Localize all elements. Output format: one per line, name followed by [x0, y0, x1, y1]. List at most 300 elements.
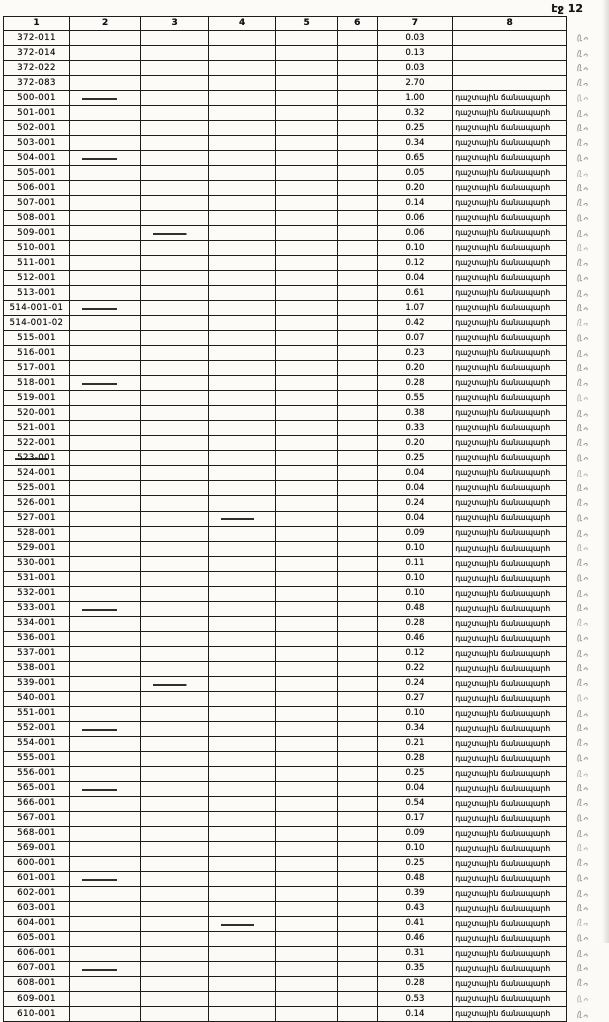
- empty-cell: [141, 511, 209, 526]
- empty-cell: [337, 586, 377, 601]
- empty-cell: [141, 721, 209, 736]
- table-row: [4, 526, 609, 541]
- empty-cell: [276, 992, 338, 1007]
- parcel-code-cell: 538-001: [4, 661, 70, 676]
- empty-cell: [276, 571, 338, 586]
- table-row: [4, 961, 609, 976]
- empty-cell: [337, 61, 377, 76]
- parcel-code-cell: 603-001: [4, 901, 70, 916]
- empty-cell: [276, 106, 338, 121]
- empty-cell: [208, 826, 276, 841]
- empty-cell: [208, 766, 276, 781]
- parcel-code-cell: 506-001: [4, 181, 70, 196]
- margin-mark: [575, 166, 591, 180]
- area-value-cell: 0.24: [377, 496, 453, 511]
- parcel-code-cell: 521-001: [4, 421, 70, 436]
- land-type-cell: դաշտային ճանապարհ: [453, 631, 567, 646]
- empty-cell: [276, 946, 338, 961]
- empty-cell: [208, 466, 276, 481]
- empty-cell: [337, 76, 377, 91]
- empty-cell: [69, 226, 140, 241]
- empty-cell: [69, 46, 140, 61]
- parcel-data-table: [3, 16, 609, 1022]
- empty-cell: [69, 256, 140, 271]
- area-value-cell: 0.10: [377, 586, 453, 601]
- land-type-cell: դաշտային ճանապարհ: [453, 571, 567, 586]
- empty-cell: [208, 331, 276, 346]
- table-row: [4, 166, 609, 181]
- land-type-cell: դաշտային ճանապարհ: [453, 211, 567, 226]
- empty-cell: [208, 61, 276, 76]
- land-type-cell: դաշտային ճանապարհ: [453, 496, 567, 511]
- land-type-cell: դաշտային ճանապարհ: [453, 421, 567, 436]
- empty-cell: [69, 346, 140, 361]
- table-row: [4, 992, 609, 1007]
- parcel-code-cell: 510-001: [4, 241, 70, 256]
- margin-mark: [574, 316, 591, 331]
- land-type-cell: դաշտային ճանապարհ: [453, 331, 567, 346]
- empty-cell: [337, 421, 377, 436]
- table-row: [4, 796, 609, 811]
- area-value-cell: 0.48: [377, 601, 453, 616]
- margin-mark: [574, 856, 591, 871]
- empty-cell: [337, 946, 377, 961]
- parcel-code-cell: 518-001: [4, 376, 70, 391]
- table-row: [4, 481, 609, 496]
- empty-cell: [69, 526, 140, 541]
- land-type-cell: դաշտային ճանապարհ: [453, 721, 567, 736]
- empty-cell: [69, 631, 140, 646]
- area-value-cell: 0.46: [377, 631, 453, 646]
- parcel-code-cell: 530-001: [4, 556, 70, 571]
- empty-cell: [141, 601, 209, 616]
- empty-cell: [337, 241, 377, 256]
- table-row: [4, 436, 609, 451]
- empty-cell: [141, 931, 209, 946]
- land-type-cell: դաշտային ճանապարհ: [453, 286, 567, 301]
- empty-cell: [208, 316, 276, 331]
- land-type-cell: դաշտային ճանապարհ: [453, 151, 567, 166]
- area-value-cell: 0.28: [377, 976, 453, 991]
- empty-cell: [276, 766, 338, 781]
- empty-cell: [208, 136, 276, 151]
- empty-cell: [276, 376, 338, 391]
- margin-mark: [575, 961, 590, 976]
- empty-cell: [337, 1007, 377, 1022]
- parcel-code-cell: 534-001: [4, 616, 70, 631]
- parcel-code-cell: 509-001: [4, 226, 70, 241]
- empty-cell: [276, 451, 338, 466]
- land-type-cell: դաշտային ճանապարհ: [453, 992, 567, 1007]
- empty-cell: [69, 946, 140, 961]
- area-value-cell: 0.31: [377, 946, 453, 961]
- table-row: [4, 1007, 609, 1022]
- empty-cell: [69, 586, 140, 601]
- empty-cell: [141, 871, 209, 886]
- parcel-code-cell: 503-001: [4, 136, 70, 151]
- table-row: [4, 496, 609, 511]
- empty-cell: [337, 766, 377, 781]
- empty-cell: [337, 886, 377, 901]
- column-header: 5: [276, 17, 338, 31]
- empty-cell: [69, 91, 140, 106]
- land-type-cell: դաշտային ճանապարհ: [453, 196, 567, 211]
- empty-cell: [276, 826, 338, 841]
- margin-mark: [574, 631, 590, 646]
- empty-cell: [276, 631, 338, 646]
- land-type-cell: դաշտային ճանապարհ: [453, 346, 567, 361]
- empty-cell: [69, 211, 140, 226]
- area-value-cell: 0.25: [377, 856, 453, 871]
- empty-cell: [141, 346, 209, 361]
- land-type-cell: դաշտային ճանապարհ: [453, 616, 567, 631]
- empty-cell: [337, 376, 377, 391]
- area-value-cell: 0.43: [377, 901, 453, 916]
- parcel-code-cell: 556-001: [4, 766, 70, 781]
- land-type-cell: դաշտային ճանապարհ: [453, 511, 567, 526]
- area-value-cell: 0.17: [377, 811, 453, 826]
- area-value-cell: 0.55: [377, 391, 453, 406]
- empty-cell: [337, 256, 377, 271]
- margin-mark: [574, 256, 591, 271]
- empty-cell: [208, 646, 276, 661]
- empty-cell: [337, 46, 377, 61]
- empty-cell: [276, 76, 338, 91]
- empty-cell: [141, 976, 209, 991]
- area-value-cell: 0.54: [377, 796, 453, 811]
- empty-cell: [141, 31, 209, 46]
- empty-cell: [276, 751, 338, 766]
- empty-cell: [208, 796, 276, 811]
- empty-cell: [141, 361, 209, 376]
- land-type-cell: դաշտային ճանապարհ: [453, 556, 567, 571]
- table-row: [4, 406, 609, 421]
- empty-cell: [276, 811, 338, 826]
- empty-cell: [141, 181, 209, 196]
- empty-cell: [69, 481, 140, 496]
- parcel-code-cell: 511-001: [4, 256, 70, 271]
- empty-cell: [69, 331, 140, 346]
- margin-mark: [575, 421, 590, 436]
- table-row: [4, 196, 609, 211]
- empty-cell: [208, 961, 276, 976]
- area-value-cell: 0.20: [377, 436, 453, 451]
- area-value-cell: 0.23: [377, 346, 453, 361]
- margin-mark: [575, 121, 590, 136]
- empty-cell: [69, 61, 140, 76]
- margin-mark: [575, 541, 590, 556]
- empty-cell: [141, 946, 209, 961]
- empty-cell: [69, 856, 140, 871]
- empty-cell: [69, 286, 140, 301]
- empty-cell: [69, 691, 140, 706]
- land-type-cell: դաշտային ճանապարհ: [453, 451, 567, 466]
- margin-mark: [575, 887, 591, 901]
- empty-cell: [276, 271, 338, 286]
- area-value-cell: 0.20: [377, 361, 453, 376]
- parcel-code-cell: 539-001: [4, 676, 70, 691]
- area-value-cell: 0.04: [377, 466, 453, 481]
- empty-cell: [337, 451, 377, 466]
- parcel-code-cell: 512-001: [4, 271, 70, 286]
- margin-mark: [574, 796, 591, 811]
- empty-cell: [208, 736, 276, 751]
- empty-cell: [337, 856, 377, 871]
- empty-cell: [141, 271, 209, 286]
- empty-cell: [337, 901, 377, 916]
- area-value-cell: 0.09: [377, 826, 453, 841]
- empty-cell: [208, 946, 276, 961]
- empty-cell: [276, 931, 338, 946]
- land-type-cell: դաշտային ճանապարհ: [453, 241, 567, 256]
- table-row: [4, 106, 609, 121]
- table-row: [4, 556, 609, 571]
- parcel-code-cell: 529-001: [4, 541, 70, 556]
- margin-mark: [574, 196, 591, 211]
- empty-cell: [276, 526, 338, 541]
- table-row: [4, 271, 609, 286]
- land-type-cell: դաշտային ճանապարհ: [453, 121, 567, 136]
- empty-cell: [141, 781, 209, 796]
- table-row: [4, 331, 609, 346]
- margin-mark-cell: [567, 1007, 609, 1022]
- empty-cell: [276, 841, 338, 856]
- table-row: [4, 901, 609, 916]
- empty-cell: [276, 151, 338, 166]
- empty-cell: [276, 601, 338, 616]
- empty-cell: [337, 136, 377, 151]
- land-type-cell: դաշտային ճանապարհ: [453, 136, 567, 151]
- land-type-cell: դաշտային ճանապարհ: [453, 256, 567, 271]
- margin-mark: [574, 331, 590, 346]
- empty-cell: [276, 121, 338, 136]
- area-value-cell: 0.48: [377, 871, 453, 886]
- empty-cell: [69, 706, 140, 721]
- parcel-code-cell: 537-001: [4, 646, 70, 661]
- table-row: [4, 616, 609, 631]
- table-row: [4, 811, 609, 826]
- parcel-code-cell: 517-001: [4, 361, 70, 376]
- empty-cell: [208, 451, 276, 466]
- parcel-code-cell: 536-001: [4, 631, 70, 646]
- empty-cell: [141, 526, 209, 541]
- empty-cell: [69, 316, 140, 331]
- parcel-code-cell: 609-001: [4, 992, 70, 1007]
- parcel-code-cell: 504-001: [4, 151, 70, 166]
- empty-cell: [141, 196, 209, 211]
- area-value-cell: 0.03: [377, 61, 453, 76]
- parcel-code-cell: 569-001: [4, 841, 70, 856]
- parcel-code-cell: 515-001: [4, 331, 70, 346]
- empty-cell: [69, 106, 140, 121]
- parcel-code-cell: 531-001: [4, 571, 70, 586]
- empty-cell: [141, 436, 209, 451]
- empty-cell: [276, 196, 338, 211]
- empty-cell: [337, 331, 377, 346]
- empty-cell: [276, 976, 338, 991]
- parcel-code-cell: 528-001: [4, 526, 70, 541]
- empty-cell: [276, 721, 338, 736]
- empty-cell: [337, 571, 377, 586]
- area-value-cell: 0.41: [377, 916, 453, 931]
- empty-cell: [208, 1007, 276, 1022]
- table-row: [4, 151, 609, 166]
- area-value-cell: 0.27: [377, 691, 453, 706]
- empty-cell: [208, 676, 276, 691]
- empty-cell: [69, 496, 140, 511]
- margin-mark: [574, 916, 591, 931]
- empty-cell: [276, 646, 338, 661]
- empty-cell: [208, 616, 276, 631]
- parcel-code-cell: 605-001: [4, 931, 70, 946]
- parcel-code-cell: 505-001: [4, 166, 70, 181]
- empty-cell: [141, 316, 209, 331]
- table-row: [4, 631, 609, 646]
- land-type-cell: դաշտային ճանապարհ: [453, 676, 567, 691]
- empty-cell: [69, 241, 140, 256]
- table-row: [4, 751, 609, 766]
- parcel-code-cell: 523-001: [4, 451, 70, 466]
- margin-mark: [574, 376, 591, 391]
- area-value-cell: 0.13: [377, 46, 453, 61]
- margin-mark: [574, 151, 590, 166]
- empty-cell: [337, 616, 377, 631]
- table-row: [4, 931, 609, 946]
- empty-cell: [208, 992, 276, 1007]
- area-value-cell: 0.14: [377, 1007, 453, 1022]
- table-row: [4, 511, 609, 526]
- empty-cell: [69, 31, 140, 46]
- parcel-code-cell: 372-022: [4, 61, 70, 76]
- empty-cell: [337, 976, 377, 991]
- margin-mark: [574, 736, 591, 751]
- table-row: [4, 391, 609, 406]
- empty-cell: [208, 691, 276, 706]
- area-value-cell: 0.39: [377, 886, 453, 901]
- table-row: [4, 451, 609, 466]
- empty-cell: [208, 256, 276, 271]
- empty-cell: [141, 211, 209, 226]
- empty-cell: [141, 1007, 209, 1022]
- empty-cell: [337, 166, 377, 181]
- empty-cell: [337, 661, 377, 676]
- parcel-code-cell: 604-001: [4, 916, 70, 931]
- empty-cell: [337, 211, 377, 226]
- table-row: [4, 121, 609, 136]
- land-type-cell: դաշտային ճանապարհ: [453, 841, 567, 856]
- empty-cell: [208, 76, 276, 91]
- empty-cell: [69, 556, 140, 571]
- area-value-cell: 0.28: [377, 616, 453, 631]
- table-row: [4, 256, 609, 271]
- parcel-code-cell: 567-001: [4, 811, 70, 826]
- empty-cell: [337, 646, 377, 661]
- area-value-cell: 0.12: [377, 256, 453, 271]
- empty-cell: [69, 616, 140, 631]
- area-value-cell: 0.09: [377, 526, 453, 541]
- empty-cell: [276, 421, 338, 436]
- empty-cell: [276, 241, 338, 256]
- empty-cell: [337, 931, 377, 946]
- empty-cell: [69, 961, 140, 976]
- empty-cell: [337, 286, 377, 301]
- empty-cell: [141, 121, 209, 136]
- area-value-cell: 0.06: [377, 211, 453, 226]
- empty-cell: [69, 916, 140, 931]
- margin-mark: [574, 992, 590, 1007]
- empty-cell: [141, 226, 209, 241]
- margin-mark: [574, 76, 591, 91]
- empty-cell: [69, 136, 140, 151]
- area-value-cell: 0.04: [377, 481, 453, 496]
- margin-mark: [574, 391, 590, 406]
- empty-cell: [208, 511, 276, 526]
- margin-mark-cell: [567, 946, 609, 961]
- empty-cell: [208, 751, 276, 766]
- table-row: [4, 31, 609, 46]
- empty-cell: [208, 91, 276, 106]
- land-type-cell: դաշտային ճանապարհ: [453, 781, 567, 796]
- margin-mark: [574, 436, 591, 451]
- area-value-cell: 0.25: [377, 121, 453, 136]
- empty-cell: [141, 61, 209, 76]
- margin-mark: [575, 106, 591, 120]
- margin-mark: [575, 481, 590, 496]
- table-row: [4, 766, 609, 781]
- empty-cell: [208, 346, 276, 361]
- empty-cell: [141, 811, 209, 826]
- empty-cell: [276, 331, 338, 346]
- empty-cell: [276, 901, 338, 916]
- area-value-cell: 0.07: [377, 331, 453, 346]
- empty-cell: [208, 271, 276, 286]
- empty-cell: [276, 541, 338, 556]
- margin-mark: [574, 136, 591, 151]
- table-row: [4, 376, 609, 391]
- empty-cell: [337, 301, 377, 316]
- empty-cell: [276, 856, 338, 871]
- empty-cell: [337, 796, 377, 811]
- parcel-code-cell: 372-014: [4, 46, 70, 61]
- empty-cell: [208, 901, 276, 916]
- parcel-code-cell: 554-001: [4, 736, 70, 751]
- area-value-cell: 0.20: [377, 181, 453, 196]
- margin-mark: [575, 287, 591, 301]
- empty-cell: [69, 886, 140, 901]
- empty-cell: [337, 406, 377, 421]
- area-value-cell: 0.35: [377, 961, 453, 976]
- land-type-cell: դաշտային ճանապարհ: [453, 526, 567, 541]
- parcel-code-cell: 525-001: [4, 481, 70, 496]
- parcel-code-cell: 551-001: [4, 706, 70, 721]
- empty-cell: [141, 541, 209, 556]
- empty-cell: [141, 331, 209, 346]
- empty-cell: [276, 676, 338, 691]
- margin-mark: [575, 721, 590, 736]
- margin-mark: [575, 46, 591, 60]
- empty-cell: [208, 841, 276, 856]
- empty-cell: [69, 781, 140, 796]
- empty-cell: [69, 511, 140, 526]
- empty-cell: [141, 961, 209, 976]
- page-edge-shadow: [602, 0, 609, 943]
- parcel-code-cell: 502-001: [4, 121, 70, 136]
- empty-cell: [276, 346, 338, 361]
- empty-cell: [276, 316, 338, 331]
- empty-cell: [208, 31, 276, 46]
- empty-cell: [337, 151, 377, 166]
- empty-cell: [208, 661, 276, 676]
